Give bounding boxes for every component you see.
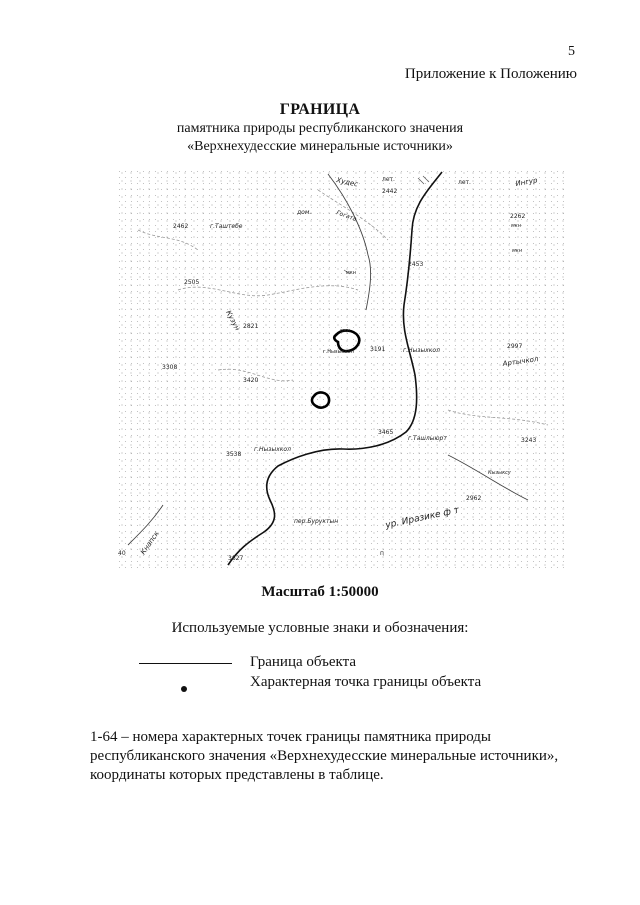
map-elev-40: 40 [118, 550, 126, 557]
map-label-nyzykhol-small: г.Нызыхкол [323, 349, 354, 355]
map-label-gogata: Гогата [335, 209, 358, 224]
page-number: 5 [568, 44, 575, 59]
map-label-tashtebe: г.Таштебе [210, 223, 243, 230]
map-elev-2997: 2997 [507, 343, 523, 350]
document-title: ГРАНИЦА [279, 101, 361, 118]
map-elev-3243: 3243 [521, 437, 537, 444]
map-scale: Масштаб 1:50000 [261, 584, 379, 600]
map-label-tashlyyurt: г.Ташлыюрт [408, 435, 447, 442]
map-label-nyzykhol: г.Нызыхкол [403, 347, 440, 354]
document-subtitle-line1: памятника природы республиканского значения [176, 121, 464, 136]
legend-point-symbol [181, 686, 187, 692]
map-label-let1: лет. [382, 176, 395, 183]
map-label-kuzun: Кузун [224, 309, 242, 332]
map-label-artychkol: Артычкол [502, 355, 539, 368]
map-label-mkn-small: мкн [346, 270, 357, 276]
map-label-khudes: Худес [335, 176, 359, 189]
document-subtitle-line2: «Верхнехудесские минеральные источники» [187, 139, 453, 154]
map-label-n: п [380, 550, 384, 557]
map-elev-2262: 2262 [510, 213, 526, 220]
legend-boundary-line-symbol [139, 663, 232, 664]
map-label-ingur: Ингур [514, 176, 539, 188]
map-elev-3538: 3538 [226, 451, 242, 458]
map-elev-2462: 2462 [173, 223, 189, 230]
map-elev-2505: 2505 [184, 279, 200, 286]
map-label-mkn: мкн [511, 223, 522, 229]
map-label-buryutyn: пер.Буруктын [294, 518, 339, 525]
legend-point-label: Характерная точка границы объекта [250, 674, 482, 690]
map-label-urochishche: ур. Иразике ф т [384, 505, 460, 531]
topographic-map [118, 170, 564, 568]
legend-boundary-label: Граница объекта [250, 654, 357, 670]
map-label-dom: дом. [297, 209, 312, 216]
map-elev-2821: 2821 [243, 323, 259, 330]
map-elev-3420: 3420 [243, 377, 259, 384]
map-elev-3465: 3465 [378, 429, 394, 436]
legend-heading: Используемые условные знаки и обозначения: [171, 620, 469, 636]
map-label-let2: лет. [458, 179, 471, 186]
map-elev-3308: 3308 [162, 364, 178, 371]
map-elev-2442: 2442 [382, 188, 398, 195]
map-label-mkn2: мкн [512, 248, 523, 254]
map-label-knapsk: Кнапск [139, 529, 161, 557]
map-label-kyzyksu: Кызыксу [488, 470, 511, 476]
map-elev-3191: 3191 [370, 346, 386, 353]
map-elev-2453: 2453 [408, 261, 424, 268]
appendix-label: Приложение к Положению [404, 66, 577, 82]
map-label-mkn3: мкн [340, 328, 351, 334]
map-label-nyzykhol-lower: г.Нызыхкол [254, 446, 291, 453]
footnote-text: 1-64 – номера характерных точек границы памятника природы республиканского значения «Верхнехудесские минеральные источники», координаты которых представлены в таблице. [90, 729, 559, 783]
map-elev-3627: 3627 [228, 555, 244, 562]
map-elev-2962: 2962 [466, 495, 482, 502]
